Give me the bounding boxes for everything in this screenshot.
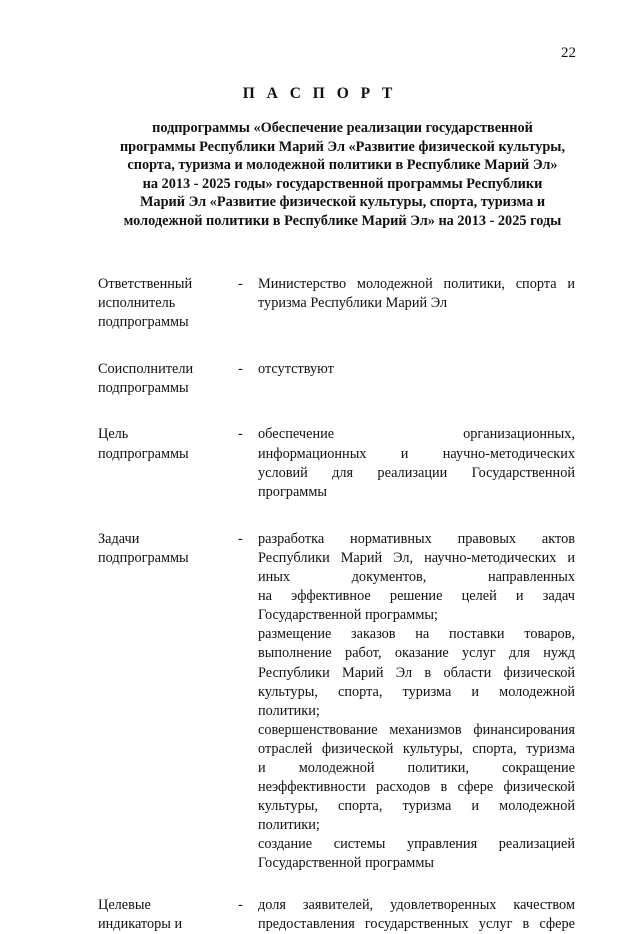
row-value-line: туризма Республики Марий Эл [258, 295, 448, 312]
row-value [258, 530, 575, 874]
row-label-line: Целевые [98, 896, 151, 913]
page-number: 22 [561, 45, 576, 61]
row-label-line: индикаторы и [98, 915, 183, 932]
row-label-line: Цель [98, 426, 129, 443]
row-value-line: иных документов, направленных [258, 569, 575, 586]
row-label [98, 360, 228, 398]
row-value-line: Министерство молодежной политики, спорта и [258, 276, 575, 292]
row-value [258, 425, 575, 501]
subtitle-line: Марий Эл «Развитие физической культуры, спорта, туризма и [139, 194, 546, 211]
row-value-line: обеспечение организационных, [258, 426, 575, 443]
row-value-line: Республики Марий Эл, научно-методических и [258, 549, 575, 566]
row-label-line: Задачи [98, 530, 140, 547]
row-value-line: доля заявителей, удовлетворенных качеством [258, 896, 575, 913]
row-dash: - [238, 530, 243, 547]
row-label [98, 425, 228, 463]
row-dash: - [238, 426, 243, 443]
row-value-line: политики; [258, 817, 320, 834]
row-label-line: подпрограммы [98, 445, 189, 462]
row-value-line: культуры, спорта, туризма и молодежной [258, 798, 575, 815]
document-title: П А С П О Р Т [242, 85, 397, 102]
row-value-line: предоставления государственных услуг в сфере [258, 915, 575, 932]
row-value-line: размещение заказов на поставки товаров, [258, 626, 575, 643]
row-label-line: подпрограммы [98, 549, 189, 566]
row-value-line: отраслей физической культуры, спорта, туризма [258, 740, 575, 757]
row-dash: - [238, 361, 243, 378]
row-value-line: и молодежной политики, сокращение [258, 759, 575, 776]
row-value-line: условий для реализации Государственной [258, 464, 575, 481]
passport-row-indicators [0, 896, 639, 934]
subtitle-line: программы Республики Марий Эл «Развитие физической культуры, [119, 138, 566, 155]
row-label-line: Соисполнители [98, 361, 194, 378]
row-value-line: совершенствование механизмов финансирования [258, 721, 575, 738]
row-value [258, 896, 575, 934]
row-value-line: информационных и научно-методических [258, 445, 575, 462]
subtitle-line: молодежной политики в Республике Марий Эл» на 2013 - 2025 годы [123, 212, 562, 229]
row-value [258, 275, 575, 332]
row-value-line: на эффективное решение целей и задач [258, 588, 575, 605]
row-dash: - [238, 896, 243, 913]
document-subtitle [90, 119, 595, 231]
row-value-line: Государственной программы; [258, 607, 438, 624]
passport-row-tasks [0, 530, 639, 874]
row-value-line: программы [258, 483, 328, 500]
subtitle-line: на 2013 - 2025 годы» государственной программы Республики [142, 175, 543, 192]
row-label [98, 896, 228, 934]
row-value-line: Государственной программы [258, 855, 434, 872]
row-value-line: разработка нормативных правовых актов [258, 530, 575, 547]
row-label-line: исполнитель [98, 295, 176, 312]
row-value-line: выполнение работ, оказание услуг для нужд [258, 645, 575, 662]
row-value-line: отсутствуют [258, 361, 334, 378]
row-value-line: Республики Марий Эл в области физической [258, 664, 575, 681]
passport-row-responsible [0, 275, 639, 332]
row-value [258, 360, 575, 398]
subtitle-line: подпрограммы «Обеспечение реализации государственной [152, 120, 533, 136]
passport-table [0, 275, 639, 934]
passport-row-goal [0, 425, 639, 501]
row-label-line: Ответственный [98, 276, 193, 292]
row-value-line: создание системы управления реализацией [258, 836, 575, 853]
row-label [98, 530, 228, 568]
row-label-line: подпрограммы [98, 380, 189, 397]
passport-row-coexecutors [0, 360, 639, 398]
row-label [98, 275, 228, 332]
row-dash: - [238, 276, 243, 292]
row-value-line: политики; [258, 702, 320, 719]
subtitle-line: спорта, туризма и молодежной политики в Республике Марий Эл» [127, 157, 558, 174]
row-value-line: неэффективности расходов в сфере физической [258, 779, 575, 796]
row-label-line: подпрограммы [98, 314, 189, 331]
row-value-line: культуры, спорта, туризма и молодежной [258, 683, 575, 700]
